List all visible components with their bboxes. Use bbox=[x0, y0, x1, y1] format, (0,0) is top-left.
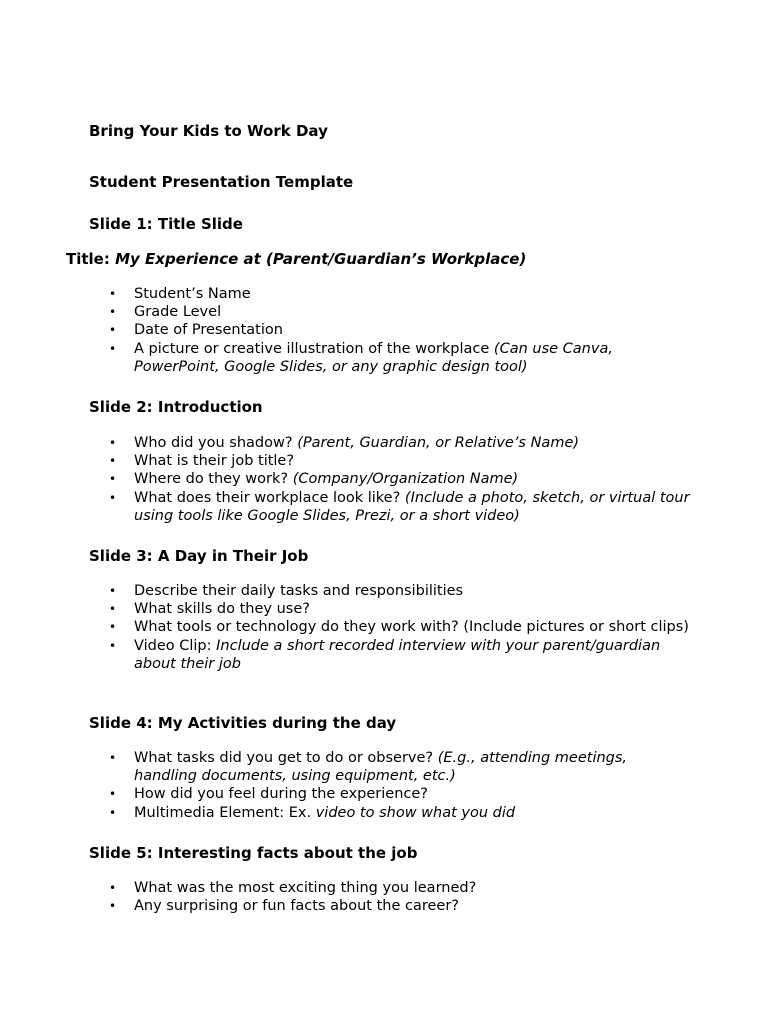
list-item: • Describe their daily tasks and responsibilities bbox=[134, 582, 694, 600]
list-item: • Grade Level bbox=[134, 303, 694, 321]
list-item: • Video Clip: Include a short recorded interview with your parent/guardian about their job bbox=[134, 637, 694, 673]
list-item: • What skills do they use? bbox=[134, 600, 694, 618]
list-item: • Student’s Name bbox=[134, 285, 694, 303]
slide-1-heading: Slide 1: Title Slide bbox=[89, 215, 243, 233]
slide-1-bullets bbox=[134, 285, 694, 376]
document-title: Bring Your Kids to Work Day bbox=[89, 122, 328, 140]
list-item: • Date of Presentation bbox=[134, 321, 694, 339]
title-italic: My Experience at (Parent/Guardian’s Workplace) bbox=[115, 250, 527, 268]
list-item: • What tools or technology do they work with? (Include pictures or short clips) bbox=[134, 618, 694, 636]
slide-4-heading: Slide 4: My Activities during the day bbox=[89, 714, 397, 732]
list-item: • What was the most exciting thing you learned? bbox=[134, 879, 694, 897]
title-prefix: Title: bbox=[66, 250, 110, 268]
list-item: • A picture or creative illustration of the workplace (Can use Canva, PowerPoint, Google Slides, or any graphic design tool) bbox=[134, 340, 694, 376]
list-item: • What is their job title? bbox=[134, 452, 694, 470]
slide-1-title-line bbox=[66, 250, 526, 268]
slide-5-bullets bbox=[134, 879, 694, 915]
document-subtitle: Student Presentation Template bbox=[89, 173, 354, 191]
list-item: • Who did you shadow? (Parent, Guardian, or Relative’s Name) bbox=[134, 434, 694, 452]
list-item: • Where do they work? (Company/Organization Name) bbox=[134, 470, 694, 488]
list-item: • What tasks did you get to do or observe? (E.g., attending meetings, handling documents, using equipment, etc.) bbox=[134, 749, 694, 785]
slide-5-heading: Slide 5: Interesting facts about the job bbox=[89, 844, 418, 862]
list-item: • Any surprising or fun facts about the career? bbox=[134, 897, 694, 915]
slide-2-heading: Slide 2: Introduction bbox=[89, 398, 263, 416]
list-item: • What does their workplace look like? (Include a photo, sketch, or virtual tour using tools like Google Slides, Prezi, or a short video) bbox=[134, 489, 694, 525]
slide-3-bullets bbox=[134, 582, 694, 673]
list-item: • How did you feel during the experience? bbox=[134, 785, 694, 803]
list-item: • Multimedia Element: Ex. video to show what you did bbox=[134, 804, 694, 822]
slide-4-bullets bbox=[134, 749, 694, 822]
slide-3-heading: Slide 3: A Day in Their Job bbox=[89, 547, 309, 565]
slide-2-bullets bbox=[134, 434, 694, 525]
